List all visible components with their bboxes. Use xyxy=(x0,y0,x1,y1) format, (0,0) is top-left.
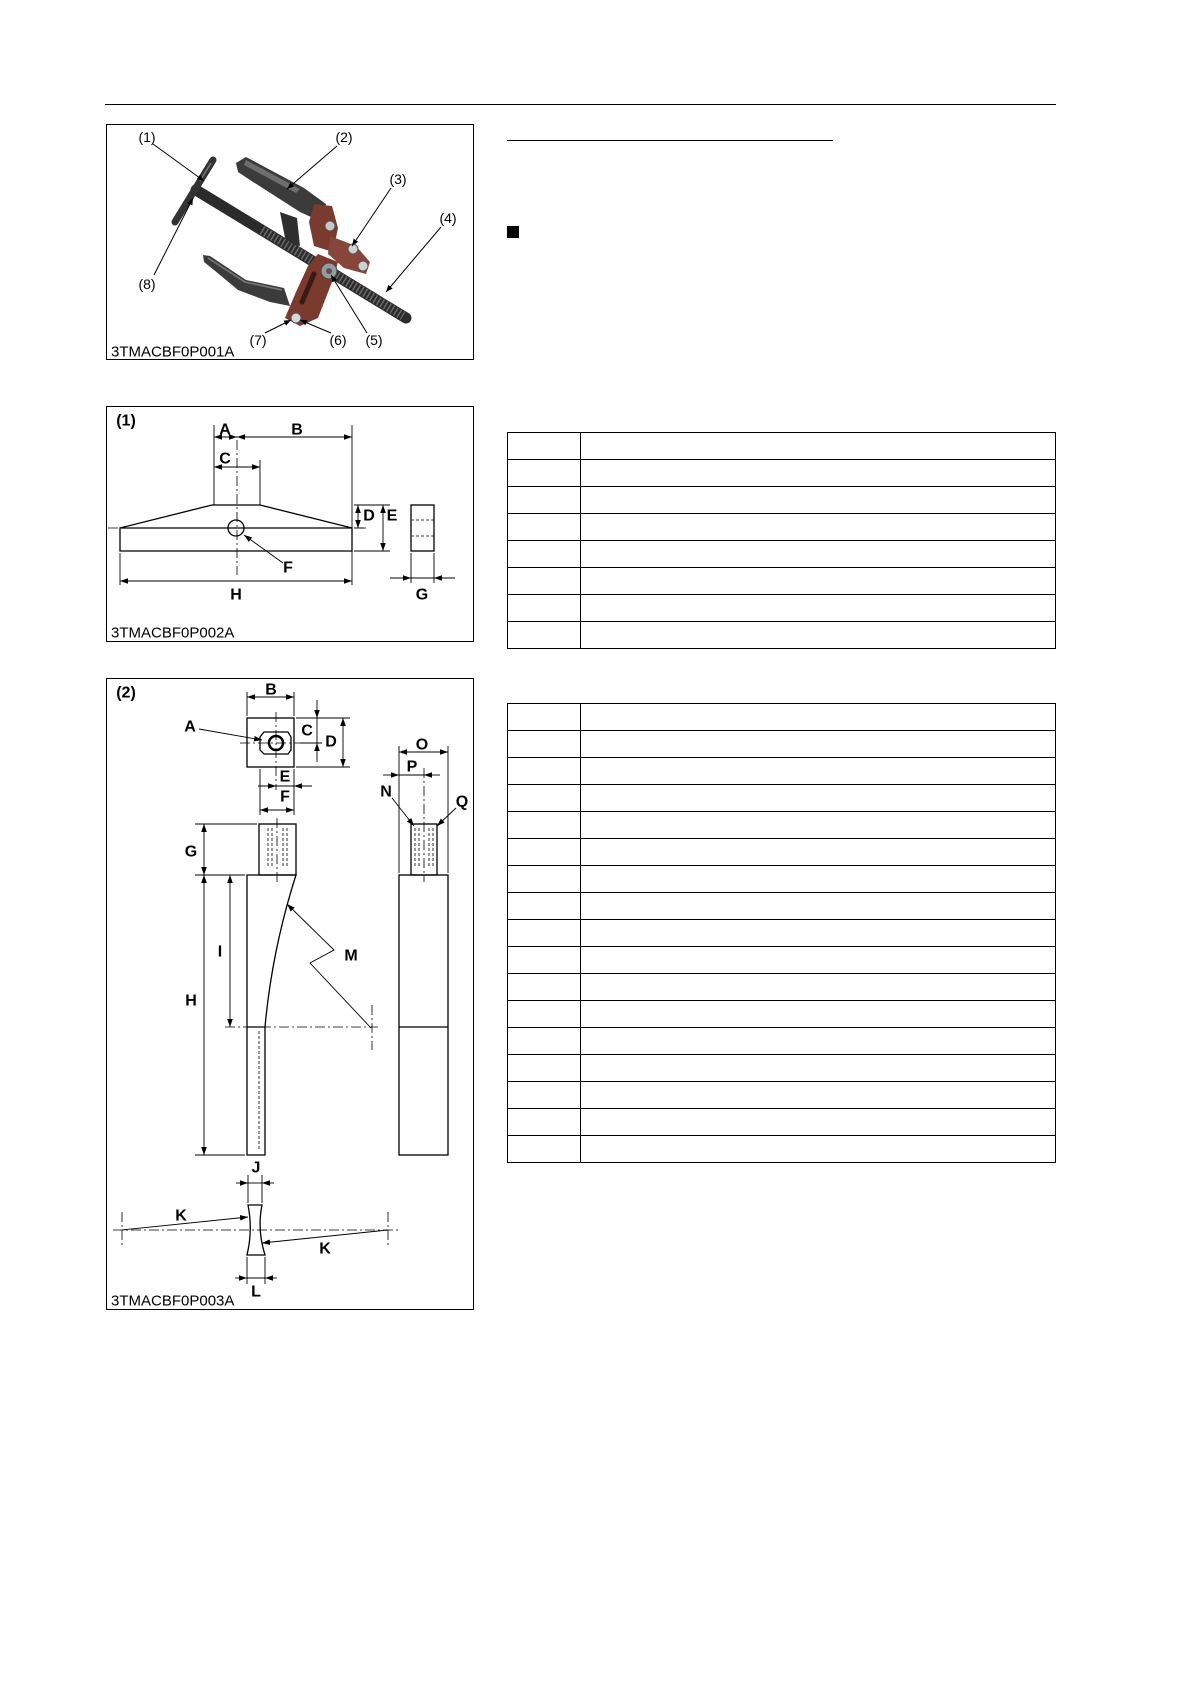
table-cell-key xyxy=(508,812,581,839)
dim-label-m: M xyxy=(344,947,358,965)
table-row xyxy=(508,704,1056,731)
table-row xyxy=(508,460,1056,487)
table-cell-value xyxy=(581,541,1056,568)
table-cell-value xyxy=(581,595,1056,622)
table-cell-value xyxy=(581,1055,1056,1082)
table-cell-key xyxy=(508,758,581,785)
table-row xyxy=(508,731,1056,758)
table-cell-value xyxy=(581,947,1056,974)
spec-table-plate xyxy=(507,432,1056,649)
table-cell-value xyxy=(581,1028,1056,1055)
section-heading xyxy=(507,118,833,141)
callout-6: (6) xyxy=(329,332,347,348)
table-cell-value xyxy=(581,514,1056,541)
table-cell-key xyxy=(508,514,581,541)
table-cell-key xyxy=(508,947,581,974)
dim-label-e: E xyxy=(279,768,291,786)
dim-label-c: C xyxy=(301,722,313,740)
dim-label-a: A xyxy=(184,718,196,736)
table-row xyxy=(508,866,1056,893)
table-cell-value xyxy=(581,920,1056,947)
dim-label-f: F xyxy=(280,788,290,806)
table-cell-value xyxy=(581,1082,1056,1109)
dim-label-o: O xyxy=(415,736,429,754)
figure-label: (1) xyxy=(116,412,136,430)
callout-4: (4) xyxy=(439,210,457,226)
dim-label-i: I xyxy=(217,943,223,961)
bolt xyxy=(325,221,335,231)
table-row xyxy=(508,1109,1056,1136)
table-cell-key xyxy=(508,839,581,866)
bolt xyxy=(358,261,368,271)
table-cell-key xyxy=(508,1001,581,1028)
table-row xyxy=(508,920,1056,947)
table-cell-value xyxy=(581,866,1056,893)
dim-label-h: H xyxy=(185,992,197,1010)
dim-label-n: N xyxy=(380,783,392,801)
table-cell-value xyxy=(581,974,1056,1001)
figure-caption: 3TMACBF0P001A xyxy=(111,343,235,360)
table-cell-key xyxy=(508,731,581,758)
table-cell-value xyxy=(581,1136,1056,1163)
table-cell-key xyxy=(508,704,581,731)
figure-label: (2) xyxy=(116,684,136,702)
dim-label-g: G xyxy=(415,586,429,604)
table-row xyxy=(508,622,1056,649)
table-row xyxy=(508,1001,1056,1028)
table-cell-key xyxy=(508,541,581,568)
table-cell-value xyxy=(581,622,1056,649)
table-cell-key xyxy=(508,568,581,595)
dim-label-a: A xyxy=(219,421,231,439)
table-cell-key xyxy=(508,1109,581,1136)
callout-7: (7) xyxy=(249,332,267,348)
table-cell-key xyxy=(508,1136,581,1163)
dim-label-j: J xyxy=(251,1159,261,1177)
figure-caption: 3TMACBF0P002A xyxy=(111,624,235,642)
table-row xyxy=(508,1055,1056,1082)
table-row xyxy=(508,812,1056,839)
table-row xyxy=(508,1028,1056,1055)
dim-label-q: Q xyxy=(455,793,469,811)
table-cell-key xyxy=(508,920,581,947)
bolt xyxy=(291,313,301,323)
callout-5: (5) xyxy=(365,332,383,348)
table-cell-value xyxy=(581,1001,1056,1028)
table-row xyxy=(508,487,1056,514)
bullet-square-icon xyxy=(507,226,519,238)
table-row xyxy=(508,758,1056,785)
table-cell-value xyxy=(581,568,1056,595)
dim-label-f: F xyxy=(283,559,293,577)
dim-label-l: L xyxy=(251,1283,261,1301)
table-cell-key xyxy=(508,1028,581,1055)
callout-8: (8) xyxy=(138,276,156,292)
table-cell-key xyxy=(508,1082,581,1109)
dim-label-b: B xyxy=(265,681,277,699)
table-cell-key xyxy=(508,433,581,460)
dim-label-d: D xyxy=(363,507,375,525)
table-row xyxy=(508,974,1056,1001)
table-cell-key xyxy=(508,785,581,812)
figure-arm-drawing xyxy=(106,678,474,1310)
table-row xyxy=(508,433,1056,460)
callout-2: (2) xyxy=(335,129,353,145)
dim-label-k-left: K xyxy=(175,1207,187,1225)
table-cell-value xyxy=(581,785,1056,812)
dim-label-b: B xyxy=(291,421,303,439)
table-cell-value xyxy=(581,460,1056,487)
table-cell-value xyxy=(581,731,1056,758)
table-row xyxy=(508,947,1056,974)
table-cell-value xyxy=(581,758,1056,785)
figure-caption: 3TMACBF0P003A xyxy=(111,1292,235,1310)
dim-label-e: E xyxy=(386,507,398,525)
table-cell-key xyxy=(508,487,581,514)
figure-frame xyxy=(107,407,474,642)
figure-puller-photo xyxy=(106,124,474,360)
table-row xyxy=(508,541,1056,568)
table-cell-value xyxy=(581,812,1056,839)
table-cell-key xyxy=(508,1055,581,1082)
table-row xyxy=(508,839,1056,866)
table-row xyxy=(508,785,1056,812)
table-cell-key xyxy=(508,460,581,487)
table-cell-key xyxy=(508,622,581,649)
table-cell-value xyxy=(581,1109,1056,1136)
dim-label-c: C xyxy=(219,450,231,468)
bolt xyxy=(348,244,358,254)
table-row xyxy=(508,1082,1056,1109)
table-cell-value xyxy=(581,704,1056,731)
table-row xyxy=(508,893,1056,920)
dim-label-h: H xyxy=(230,586,242,604)
dim-label-k-right: K xyxy=(319,1240,331,1258)
table-cell-value xyxy=(581,433,1056,460)
table-cell-key xyxy=(508,595,581,622)
callout-1: (1) xyxy=(138,129,156,145)
table-cell-value xyxy=(581,487,1056,514)
table-row xyxy=(508,595,1056,622)
figure-plate-drawing xyxy=(106,406,474,642)
dim-label-g: G xyxy=(184,843,198,861)
dim-label-p: P xyxy=(406,758,418,776)
table-cell-value xyxy=(581,839,1056,866)
spec-table-arm xyxy=(507,703,1056,1163)
table-cell-key xyxy=(508,893,581,920)
table-cell-key xyxy=(508,866,581,893)
table-cell-key xyxy=(508,974,581,1001)
dim-label-d: D xyxy=(325,733,337,751)
table-row xyxy=(508,514,1056,541)
table-cell-value xyxy=(581,893,1056,920)
callout-3: (3) xyxy=(389,171,407,187)
header-rule xyxy=(105,104,1056,105)
table-row xyxy=(508,1136,1056,1163)
table-row xyxy=(508,568,1056,595)
